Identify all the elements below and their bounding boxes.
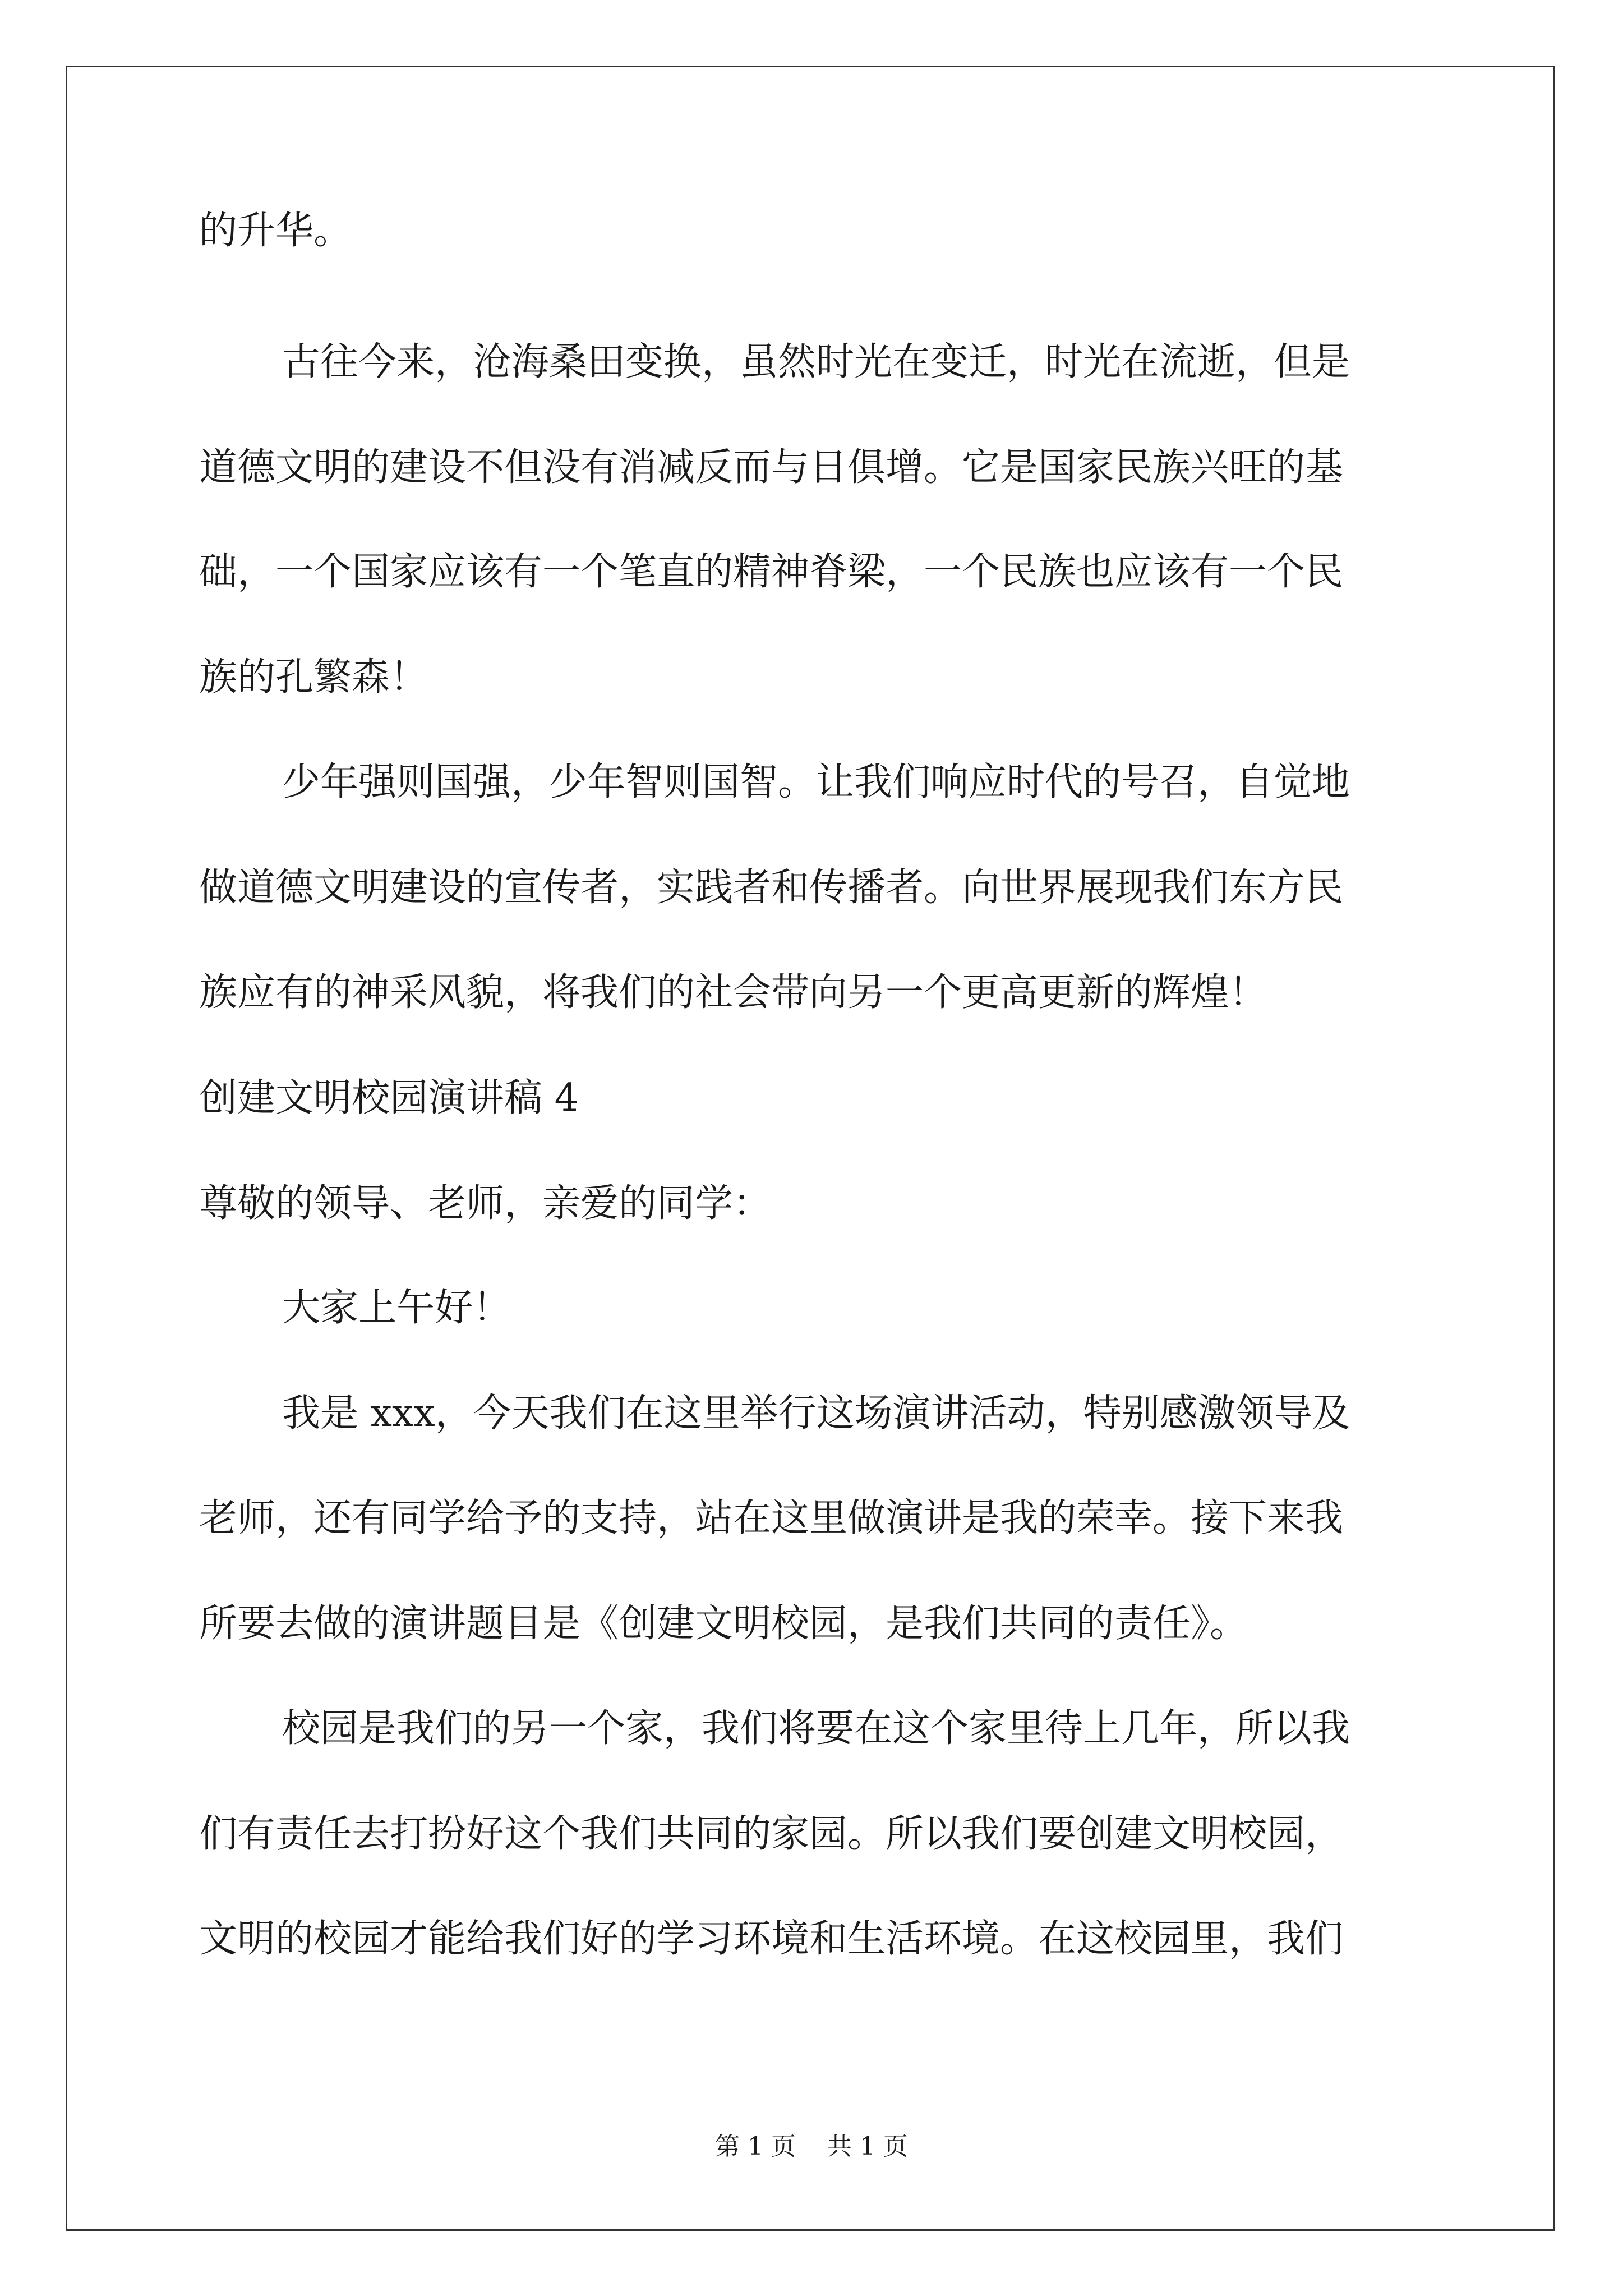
text-line: 我是 xxx，今天我们在这里举行这场演讲活动，特别感激领导及 (282, 1391, 1350, 1435)
page-number: 第 1 页 共 1 页 (715, 2132, 908, 2161)
page-frame (66, 66, 1555, 2231)
salutation: 尊敬的领导、老师，亲爱的同学： (199, 1181, 772, 1226)
text-line: 族应有的神采风貌，将我们的社会带向另一个更高更新的辉煌！ (199, 970, 1267, 1015)
text-line: 们有责任去打扮好这个我们共同的家园。所以我们要创建文明校园， (199, 1812, 1344, 1856)
text-line: 族的孔繁森！ (199, 655, 428, 700)
text-line: 所要去做的演讲题目是《创建文明校园，是我们共同的责任》。 (199, 1602, 1248, 1646)
text-line: 老师，还有同学给予的支持，站在这里做演讲是我的荣幸。接下来我 (199, 1496, 1344, 1540)
text-line: 础，一个国家应该有一个笔直的精神脊梁，一个民族也应该有一个民 (199, 550, 1344, 594)
section-heading: 创建文明校园演讲稿 4 (199, 1076, 579, 1120)
text-line: 文明的校园才能给我们好的学习环境和生活环境。在这校园里，我们 (199, 1917, 1344, 1961)
text-line: 少年强则国强，少年智则国智。让我们响应时代的号召，自觉地 (282, 760, 1350, 804)
text-line: 的升华。 (199, 209, 352, 253)
text-line: 做道德文明建设的宣传者，实践者和传播者。向世界展现我们东方民 (199, 866, 1344, 910)
text-line: 道德文明的建设不但没有消减反而与日俱增。它是国家民族兴旺的基 (199, 445, 1344, 490)
greeting: 大家上午好！ (282, 1286, 511, 1330)
text-line: 古往今来，沧海桑田变换，虽然时光在变迁，时光在流逝，但是 (282, 340, 1350, 384)
text-line: 校园是我们的另一个家，我们将要在这个家里待上几年，所以我 (282, 1706, 1350, 1751)
